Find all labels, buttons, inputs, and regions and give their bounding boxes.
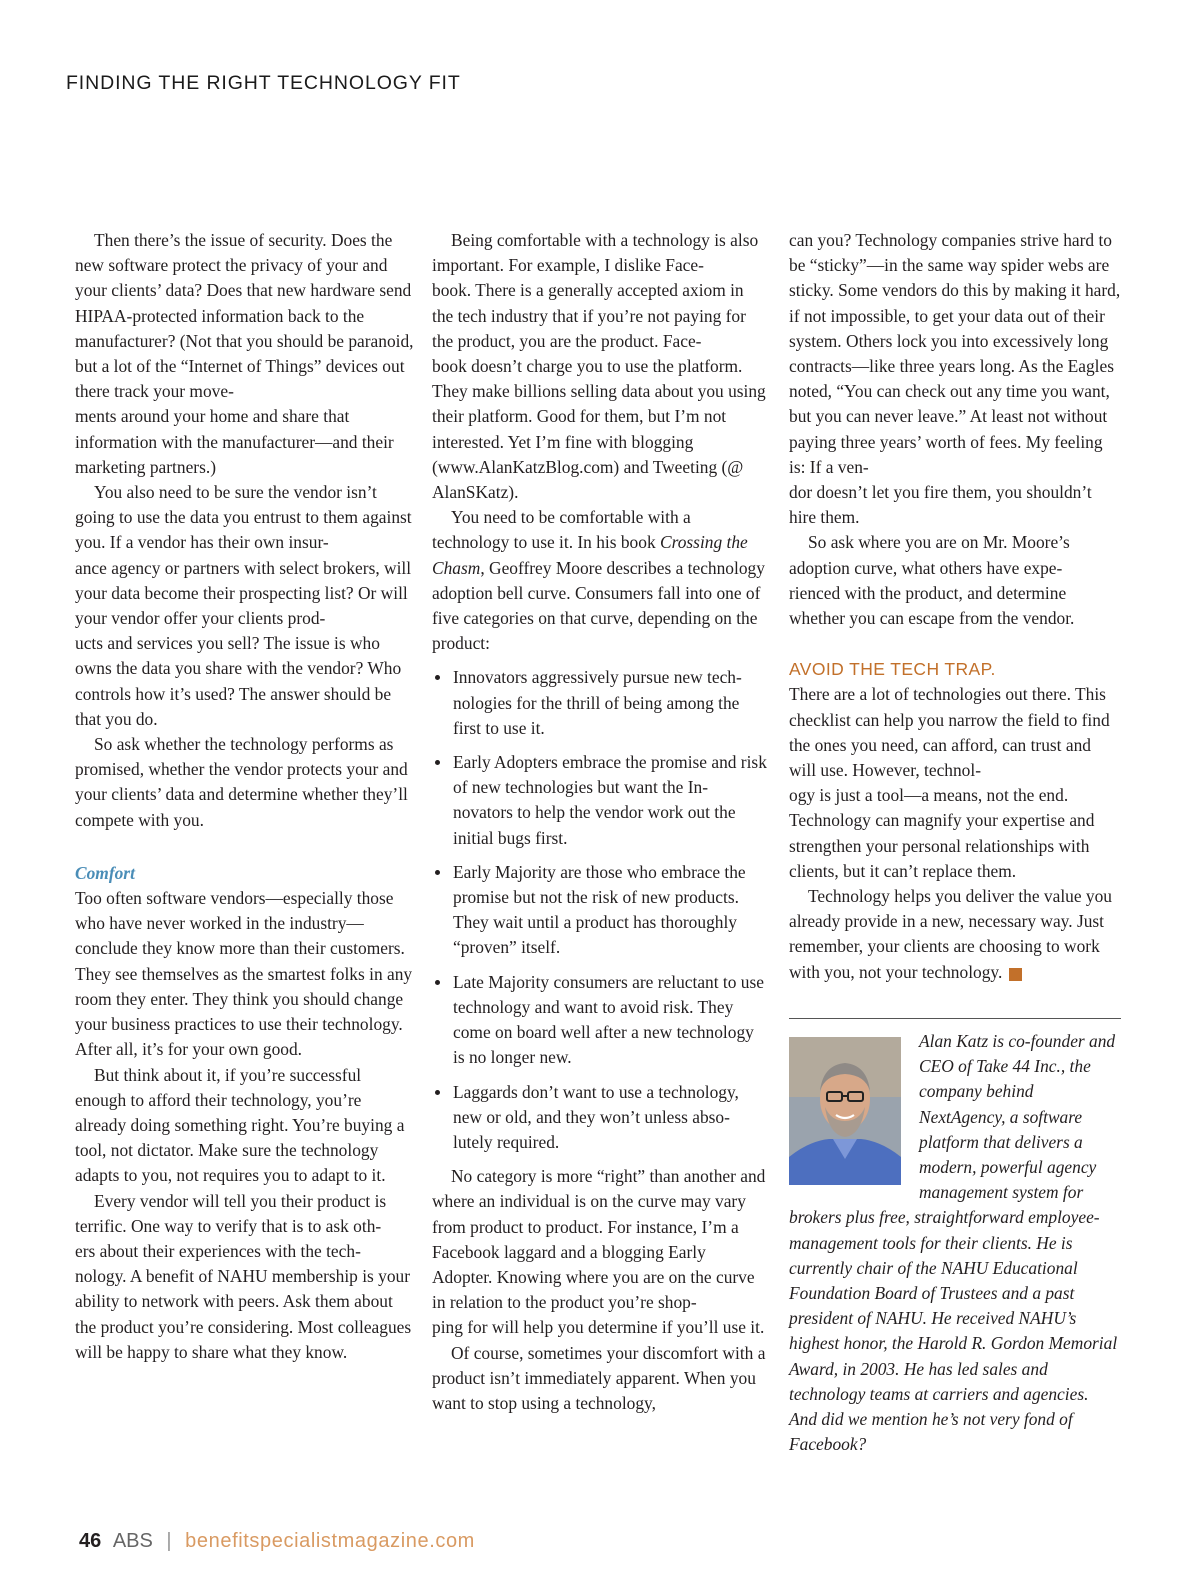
- bullet-icon: [435, 870, 440, 875]
- text-run: You need to be comfortable with a technology to use it. In his book: [432, 507, 691, 553]
- list-item: [432, 860, 768, 961]
- author-bio: [789, 1029, 1119, 1457]
- website-url: benefitspecialistmagazine.com: [185, 1530, 475, 1552]
- list-item-text: Early Majority are those who embrace the promise but not the risk of new products. They wait until a product has thoroughly “proven” itself.: [453, 861, 746, 958]
- list-item-text: Late Majority consumers are reluctant to use technology and want to avoid risk. They come on board well after a new technology is no longer new.: [453, 971, 764, 1068]
- paragraph: Of course, sometimes your discomfort with a product isn’t immediately apparent. When you want to stop using a technology,: [432, 1342, 766, 1413]
- paragraph: So ask where you are on Mr. Moore’s adoption curve, what others have expe- rienced with the product, and determine whether you can escape from the vendor.: [789, 532, 1075, 629]
- paragraph: Being comfortable with a technology is also important. For example, I dislike Face- book. There is a generally accepted axiom in the tech industry that if you’re not paying for the product, you are the product. Face- book doesn’t charge you to use the platform. They make billions selling data about you using their platform. Good for them, but I’m not interested. Yet I’m fine with blogging (www.AlanKatzBlog.com) and Tweeting (@ AlanSKatz).: [432, 230, 766, 503]
- magazine-name: ABS: [112, 1530, 153, 1552]
- list-item: [432, 665, 768, 741]
- list-item-text: Innovators aggressively pursue new tech- nologies for the thrill of being among the first to use it.: [453, 667, 742, 738]
- page-footer: [79, 1530, 475, 1553]
- author-photo: [789, 1037, 901, 1185]
- adoption-categories-list: [432, 665, 768, 1155]
- column-1: [75, 228, 415, 1365]
- paragraph: Every vendor will tell you their product is terrific. One way to verify that is to ask oth- ers about their experiences with the tech- nology. A benefit of NAHU membership is your ability to network with peers. Ask them about the product you’re considering. Most colleagues will be happy to share what they know.: [75, 1190, 412, 1362]
- paragraph: There are a lot of technologies out there. This checklist can help you narrow the field to find the ones you need, can afford, can trust and will use. However, technol- ogy is just a tool—a means, not the end. Technology can magnify your expertise and strengthen your personal relationships with clients, but it can’t replace them.: [789, 684, 1110, 881]
- column-3: [789, 228, 1121, 985]
- paragraph: can you? Technology companies strive hard to be “sticky”—in the same way spider webs are sticky. Some vendors do this by making it hard, if not impossible, to get your data out of their system. Others lock you into excessively long contracts—like three years long. As the Eagles noted, “You can check out any time you want, but you can never leave.” At least not without paying three years’ worth of fees. My feeling is: If a ven- dor doesn’t let you fire them, you shouldn’t hire them.: [789, 230, 1121, 528]
- list-item: [432, 1080, 768, 1156]
- page-number: 46: [79, 1530, 102, 1552]
- section-title: FINDING THE RIGHT TECHNOLOGY FIT: [66, 72, 461, 94]
- paragraph: But think about it, if you’re successful enough to afford their technology, you’re already doing something right. You’re buying a tool, not dictator. Make sure the technology adapts to you, not requires you to adapt to it.: [75, 1064, 405, 1186]
- paragraph: So ask whether the technology performs as promised, whether the vendor protects your and your clients’ data and determine whether they’ll compete with you.: [75, 734, 408, 830]
- paragraph: Too often software vendors—especially those who have never worked in the industry—conclude they know more than their customers. They see themselves as the smartest folks in any room they enter. They think you should change your business practices to use their technology. After all, it’s for your own good.: [75, 888, 413, 1060]
- author-bio-text: Alan Katz is co-founder and CEO of Take 44 Inc., the company behind NextAgency, a software platform that delivers a modern, powerful agency management system for brokers plus free, straightforward employee-management tools for their clients. He is currently chair of the NAHU Educational Foundation Board of Trustees and a past president of NAHU. He received NAHU’s highest honor, the Harold R. Gordon Memorial Award, in 2003. He has led sales and technology teams at carriers and agencies. And did we mention he’s not very fond of Facebook?: [789, 1031, 1118, 1455]
- subhead-avoid-tech-trap: AVOID THE TECH TRAP.: [789, 659, 996, 680]
- paragraph: No category is more “right” than another and where an individual is on the curve may vary from product to product. For instance, I’m a Facebook laggard and a blogging Early Adopter. Knowing where you are on the curve in relation to the product you’re shop- ping for will help you determine if you’ll use it.: [432, 1166, 766, 1338]
- paragraph: [432, 505, 768, 656]
- column-2: [432, 228, 768, 1416]
- list-item-text: Laggards don’t want to use a technology, new or old, and they won’t unless abso- lutely required.: [453, 1081, 739, 1152]
- bio-divider: [789, 1018, 1121, 1019]
- subhead-comfort: Comfort: [75, 862, 135, 883]
- footer-separator: |: [166, 1530, 172, 1552]
- text-run: , Geoffrey Moore describes a technology adoption bell curve. Consumers fall into one of five categories on that curve, depending on the product:: [432, 557, 765, 654]
- list-item-text: Early Adopters embrace the promise and risk of new technologies but want the In- novators to help the vendor work out the initial bugs first.: [453, 752, 767, 848]
- book-title: Crossing the Chasm: [432, 532, 748, 578]
- bullet-icon: [435, 760, 440, 765]
- text-run: Technology helps you deliver the value you already provide in a new, necessary way. Just remember, your clients are choosing to work with you, not your technology.: [789, 886, 1113, 982]
- bullet-icon: [435, 675, 440, 680]
- list-item: [432, 750, 768, 851]
- paragraph: Then there’s the issue of security. Does the new software protect the privacy of your and your clients’ data? Does that new hardware send HIPAA-protected information back to the manufacturer? (Not that you should be paranoid, but a lot of the “Internet of Things” devices out there track your move- ments around your home and share that information with the manufacturer—and their marketing partners.): [75, 230, 414, 477]
- end-of-article-icon: BS: [1009, 968, 1022, 981]
- bullet-icon: [435, 1090, 440, 1095]
- bullet-icon: [435, 980, 440, 985]
- paragraph: You also need to be sure the vendor isn’t going to use the data you entrust to them against you. If a vendor has their own insur- ance agency or partners with select brokers, will your data become their prospecting list? Or will your vendor offer your clients prod- ucts and services you sell? The issue is who owns the data you share with the vendor? Who controls how it’s used? The answer should be that you do.: [75, 482, 412, 729]
- paragraph: [789, 884, 1121, 985]
- list-item: [432, 970, 768, 1071]
